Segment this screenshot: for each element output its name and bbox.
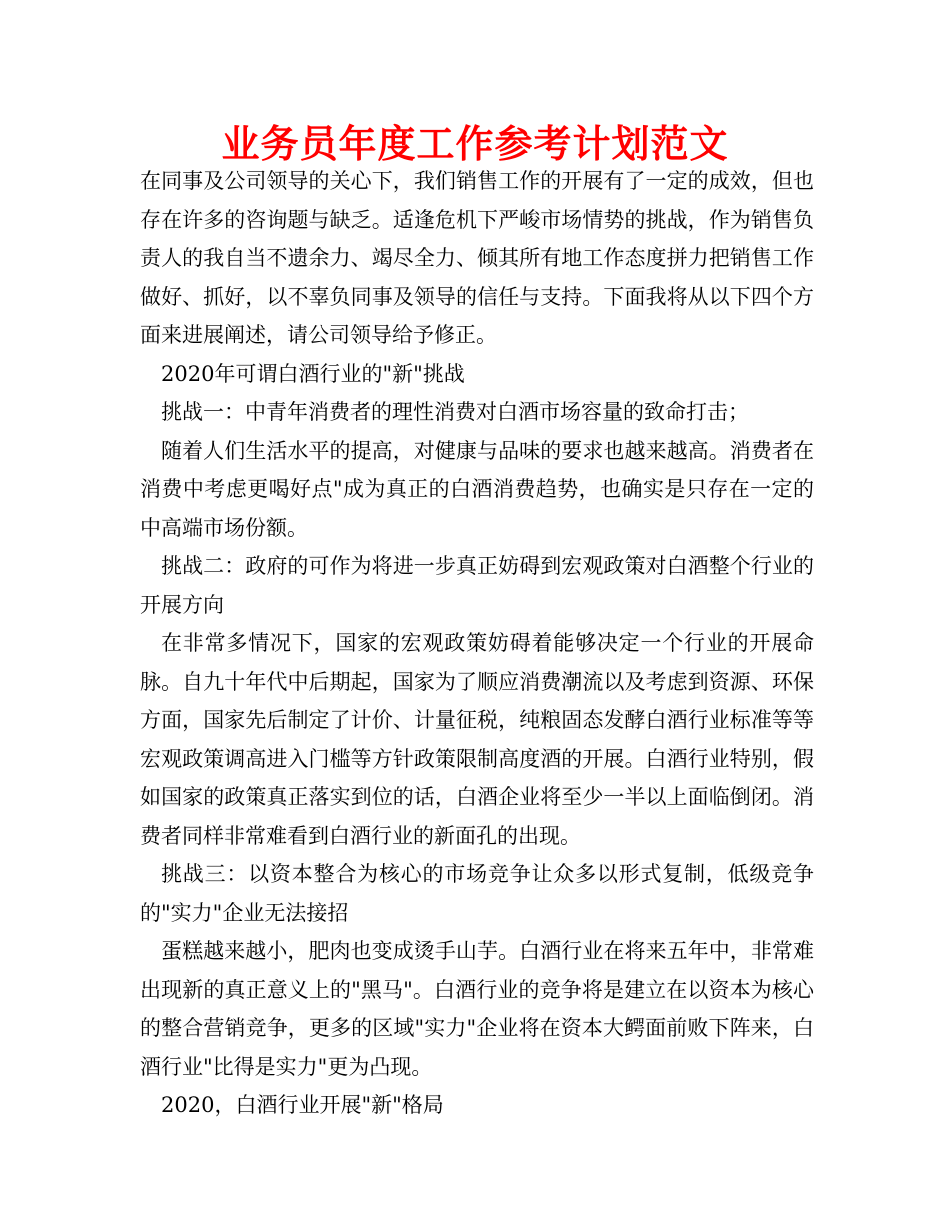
paragraph-challenge-three-detail: 蛋糕越来越小，肥肉也变成烫手山芋。白酒行业在将来五年中，非常难出现新的真正意义上的"黑马"。白酒行业的竞争将是建立在以资本为核心的整合营销竞争，更多的区域"实力"企业将在资本大鳄面前败下阵来，白酒行业"比得是实力"更为凸现。 xyxy=(140,939,814,1079)
document-body xyxy=(140,162,814,1125)
paragraph-challenge-one: 挑战一：中青年消费者的理性消费对白酒市场容量的致命打击； xyxy=(161,400,749,424)
document-title: 业务员年度工作参考计划范文 xyxy=(221,122,729,166)
paragraph-heading-challenges: 2020年可谓白酒行业的"新"挑战 xyxy=(161,361,465,386)
paragraph-intro: 在同事及公司领导的关心下，我们销售工作的开展有了一定的成效，但也存在许多的咨询题与缺乏。适逢危机下严峻市场情势的挑战，作为销售负责人的我自当不遗余力、竭尽全力、倾其所有地工作态度拼力把销售工作做好、抓好，以不辜负同事及领导的信任与支持。下面我将从以下四个方面来进展阐述，请公司领导给予修正。 xyxy=(140,169,814,347)
paragraph-heading-pattern: 2020，白酒行业开展"新"格局 xyxy=(161,1093,444,1117)
paragraph-challenge-two-detail: 在非常多情况下，国家的宏观政策妨碍着能够决定一个行业的开展命脉。自九十年代中后期起，国家为了顺应消费潮流以及考虑到资源、环保方面，国家先后制定了计价、计量征税，纯粮固态发酵白酒行业标准等等宏观政策调高进入门槛等方针政策限制高度酒的开展。白酒行业特别，假如国家的政策真正落实到位的话，白酒企业将至少一半以上面临倒闭。消费者同样非常难看到白酒行业的新面孔的出现。 xyxy=(140,631,814,848)
paragraph-challenge-two: 挑战二：政府的可作为将进一步真正妨碍到宏观政策对白酒整个行业的开展方向 xyxy=(140,554,814,617)
paragraph-challenge-three: 挑战三：以资本整合为核心的市场竞争让众多以形式复制，低级竞争的"实力"企业无法接招 xyxy=(140,862,814,925)
paragraph-challenge-one-detail: 随着人们生活水平的提高，对健康与品味的要求也越来越高。消费者在消费中考虑更喝好点"成为真正的白酒消费趋势，也确实是只存在一定的中高端市场份额。 xyxy=(140,438,814,540)
